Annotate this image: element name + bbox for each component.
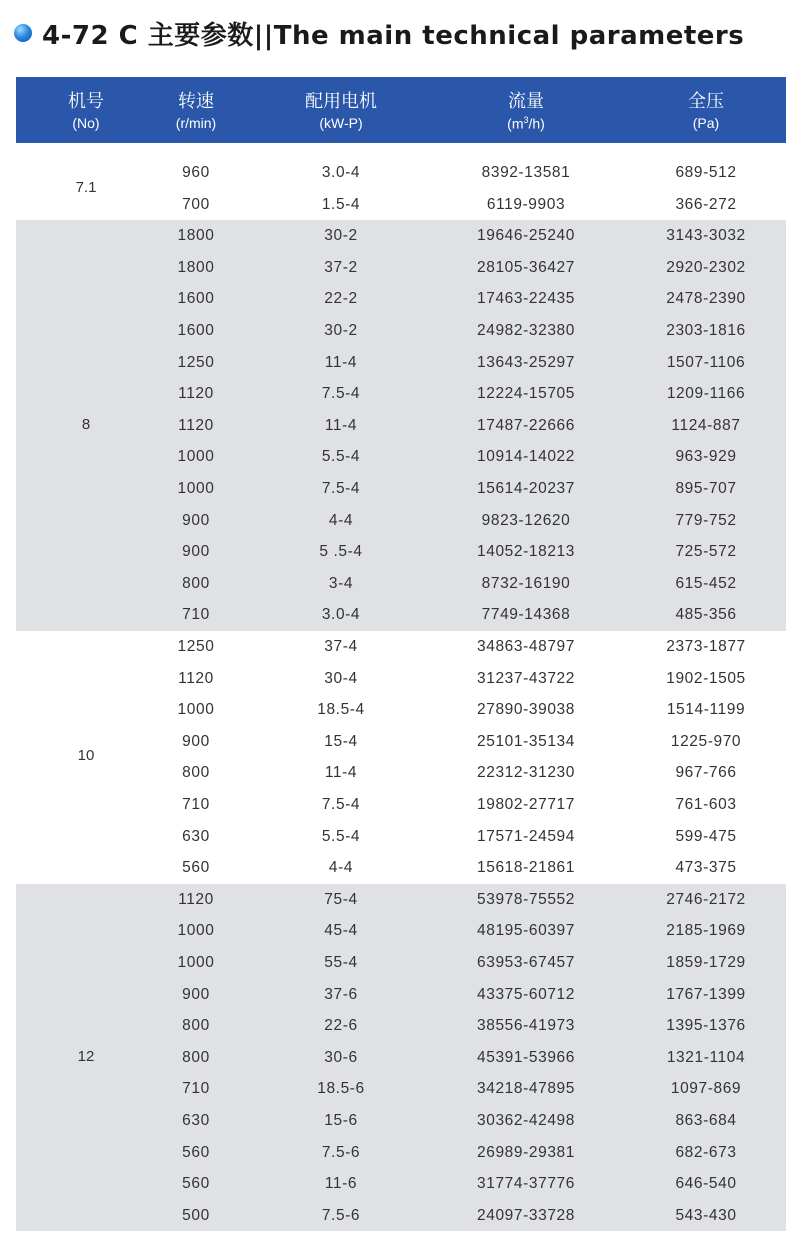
cell-speed: 1120 (178, 416, 214, 434)
cell-motor: 7.5-4 (321, 479, 361, 497)
cell-pressure: 761-603 (675, 796, 737, 813)
cell-motor: 4-4 (328, 859, 354, 877)
table-row (16, 726, 786, 758)
table-row (16, 1105, 786, 1137)
cell-flow: 31774-37776 (477, 1175, 575, 1193)
header-pressure-en: (Pa) (692, 115, 720, 131)
cell-flow: 15614-20237 (477, 479, 575, 497)
cell-pressure: 963-929 (675, 448, 737, 466)
cell-flow: 19646-25240 (477, 227, 575, 245)
cell-speed: 500 (182, 1206, 210, 1224)
cell-motor: 3.0-4 (321, 606, 361, 624)
cell-speed: 710 (182, 796, 210, 813)
header-motor-en: (kW-P) (319, 115, 363, 131)
cell-pressure: 473-375 (675, 859, 737, 877)
cell-flow: 27890-39038 (477, 701, 575, 719)
cell-motor: 18.5-4 (317, 701, 365, 719)
header-flow-zh: 流量 (508, 91, 544, 112)
cell-flow: 25101-35134 (477, 732, 575, 750)
table-row (16, 789, 786, 821)
cell-pressure: 1321-1104 (666, 1048, 746, 1066)
cell-pressure: 863-684 (675, 1111, 737, 1129)
cell-speed: 1250 (177, 638, 215, 655)
cell-speed: 1000 (177, 448, 215, 466)
table-row (16, 410, 786, 442)
cell-pressure: 779-752 (675, 511, 737, 529)
cell-speed: 1800 (177, 227, 215, 245)
page-title: 4-72 C 主要参数||The main technical parameters (42, 21, 745, 51)
cell-flow: 31237-43722 (477, 669, 575, 687)
cell-speed: 1120 (178, 890, 214, 908)
cell-pressure: 967-766 (675, 764, 737, 782)
cell-flow: 8392-13581 (481, 164, 571, 181)
header-flow-en-post: /h) (528, 115, 545, 132)
cell-pressure: 615-452 (675, 574, 737, 592)
cell-pressure: 1209-1166 (666, 385, 746, 403)
cell-motor: 11-4 (324, 353, 358, 371)
cell-motor: 7.5-4 (321, 385, 361, 403)
cell-motor: 3-4 (328, 574, 354, 592)
header-no-en: (No) (72, 115, 100, 131)
table-row (16, 1042, 786, 1074)
cell-flow: 7749-14368 (481, 606, 571, 624)
table-row (16, 378, 786, 410)
cell-speed: 710 (182, 606, 210, 624)
cell-motor: 37-6 (324, 985, 358, 1003)
table-row (16, 757, 786, 789)
table-row (16, 631, 786, 663)
header-speed-en: (r/min) (175, 115, 217, 131)
header-no (16, 77, 156, 143)
cell-flow: 43375-60712 (477, 985, 575, 1003)
cell-speed: 1600 (177, 321, 215, 339)
cell-flow: 17487-22666 (477, 416, 575, 434)
bullet-icon (14, 24, 32, 42)
table-row (16, 599, 786, 631)
cell-motor: 3.0-4 (321, 164, 361, 181)
cell-motor: 18.5-6 (317, 1080, 365, 1098)
cell-pressure: 2373-1877 (666, 638, 746, 655)
cell-motor: 75-4 (324, 890, 358, 908)
cell-motor: 30-4 (324, 669, 358, 687)
cell-motor: 22-2 (324, 290, 358, 308)
table-row (16, 852, 786, 884)
cell-pressure: 1767-1399 (666, 985, 746, 1003)
cell-pressure: 2185-1969 (666, 922, 746, 940)
cell-flow: 26989-29381 (477, 1143, 575, 1161)
cell-speed: 1000 (177, 701, 215, 719)
cell-speed: 710 (182, 1080, 210, 1098)
cell-pressure: 1124-887 (671, 416, 741, 434)
cell-motor: 30-2 (324, 227, 358, 245)
table-row (16, 315, 786, 347)
cell-pressure: 485-356 (675, 606, 737, 624)
cell-speed: 800 (182, 1017, 210, 1035)
header-flow (426, 77, 626, 143)
cell-speed: 1120 (178, 669, 214, 687)
cell-flow: 15618-21861 (477, 859, 575, 877)
table-row (16, 1010, 786, 1042)
cell-motor: 15-6 (324, 1111, 358, 1129)
cell-speed: 1000 (177, 922, 215, 940)
table-row (16, 1200, 786, 1232)
cell-speed: 560 (182, 1143, 210, 1161)
cell-motor: 22-6 (324, 1017, 358, 1035)
cell-flow: 38556-41973 (477, 1017, 575, 1035)
cell-pressure: 1859-1729 (666, 953, 746, 971)
table-row (16, 821, 786, 853)
header-pressure (626, 77, 786, 143)
header-flow-en-sup: 3 (523, 115, 529, 125)
cell-motor: 4-4 (328, 511, 354, 529)
cell-motor: 5.5-4 (321, 827, 361, 845)
cell-motor: 11-4 (324, 764, 358, 782)
cell-pressure: 599-475 (675, 827, 737, 845)
cell-pressure: 895-707 (675, 479, 737, 497)
cell-pressure: 366-272 (675, 195, 737, 213)
header-motor-zh: 配用电机 (305, 91, 377, 112)
table-row (16, 536, 786, 568)
cell-flow: 45391-53966 (477, 1048, 575, 1066)
header-flow-en-pre: (m (507, 115, 524, 132)
cell-pressure: 646-540 (675, 1175, 737, 1193)
cell-speed: 800 (182, 1048, 210, 1066)
cell-flow: 30362-42498 (477, 1111, 575, 1129)
machine-group (16, 157, 786, 220)
cell-flow: 34218-47895 (477, 1080, 575, 1098)
cell-speed: 1120 (178, 385, 214, 403)
cell-motor: 5.5-4 (321, 448, 361, 466)
cell-pressure: 3143-3032 (666, 227, 746, 245)
cell-pressure: 1395-1376 (666, 1017, 746, 1035)
machine-group (16, 884, 786, 1232)
cell-speed: 900 (182, 511, 210, 529)
cell-flow: 14052-18213 (477, 543, 575, 561)
cell-speed: 900 (182, 543, 210, 561)
machine-number: 7.1 (75, 178, 97, 196)
table-row (16, 283, 786, 315)
cell-flow: 24097-33728 (477, 1206, 575, 1224)
cell-flow: 34863-48797 (477, 638, 575, 655)
cell-motor: 5 .5-4 (319, 543, 363, 561)
cell-pressure: 1225-970 (670, 732, 742, 750)
cell-motor: 15-4 (324, 732, 358, 750)
cell-pressure: 682-673 (675, 1143, 737, 1161)
machine-number: 10 (77, 747, 95, 765)
table-row (16, 884, 786, 916)
cell-pressure: 2478-2390 (666, 290, 746, 308)
cell-speed: 800 (182, 764, 210, 782)
cell-motor: 55-4 (324, 953, 358, 971)
header-no-zh: 机号 (68, 91, 104, 112)
cell-pressure: 2920-2302 (666, 258, 746, 276)
cell-speed: 630 (182, 1111, 210, 1129)
header-flow-en (426, 115, 626, 132)
cell-flow: 22312-31230 (477, 764, 575, 782)
cell-flow: 17571-24594 (477, 827, 575, 845)
cell-speed: 1800 (177, 258, 215, 276)
cell-speed: 960 (182, 164, 210, 181)
header-speed-zh: 转速 (178, 91, 214, 112)
cell-flow: 48195-60397 (477, 922, 575, 940)
table-row (16, 1168, 786, 1200)
table-row (16, 220, 786, 252)
table-row (16, 252, 786, 284)
cell-motor: 30-2 (324, 321, 358, 339)
header-motor (271, 77, 411, 143)
header-speed (146, 77, 246, 143)
cell-pressure: 1097-869 (670, 1080, 742, 1098)
table-row (16, 979, 786, 1011)
cell-flow: 24982-32380 (477, 321, 575, 339)
cell-speed: 560 (182, 1175, 210, 1193)
table-row (16, 947, 786, 979)
cell-flow: 13643-25297 (477, 353, 575, 371)
cell-speed: 560 (182, 859, 210, 877)
cell-flow: 6119-9903 (486, 195, 566, 213)
machine-group (16, 220, 786, 631)
cell-flow: 53978-75552 (477, 890, 575, 908)
cell-motor: 45-4 (324, 922, 358, 940)
title-bar (0, 0, 800, 70)
cell-flow: 10914-14022 (477, 448, 575, 466)
cell-pressure: 2746-2172 (666, 890, 746, 908)
table-row (16, 505, 786, 537)
cell-motor: 37-2 (324, 258, 358, 276)
cell-motor: 11-6 (324, 1175, 358, 1193)
header-pressure-zh: 全压 (688, 91, 724, 112)
machine-number: 12 (77, 1047, 95, 1065)
cell-motor: 30-6 (324, 1048, 358, 1066)
cell-flow: 9823-12620 (481, 511, 571, 529)
cell-speed: 1600 (177, 290, 215, 308)
cell-motor: 1.5-4 (321, 195, 361, 213)
cell-flow: 19802-27717 (477, 796, 575, 813)
table-row (16, 441, 786, 473)
cell-speed: 1250 (177, 353, 215, 371)
table-row (16, 473, 786, 505)
cell-speed: 700 (182, 195, 210, 213)
table-row (16, 694, 786, 726)
cell-speed: 1000 (177, 479, 215, 497)
cell-speed: 630 (182, 827, 210, 845)
cell-pressure: 1507-1106 (666, 353, 746, 371)
machine-group (16, 631, 786, 884)
cell-motor: 7.5-6 (321, 1143, 361, 1161)
cell-motor: 37-4 (324, 638, 358, 655)
table-row (16, 915, 786, 947)
table-row (16, 1137, 786, 1169)
cell-speed: 900 (182, 985, 210, 1003)
cell-pressure: 725-572 (675, 543, 737, 561)
table-row (16, 1073, 786, 1105)
cell-motor: 11-4 (324, 416, 358, 434)
cell-flow: 63953-67457 (477, 953, 575, 971)
machine-number: 8 (81, 415, 91, 433)
table-row (16, 347, 786, 379)
table-row (16, 189, 786, 221)
table-row (16, 157, 786, 189)
cell-flow: 12224-15705 (477, 385, 575, 403)
cell-flow: 17463-22435 (477, 290, 575, 308)
cell-flow: 28105-36427 (477, 258, 575, 276)
cell-pressure: 2303-1816 (666, 321, 746, 339)
cell-speed: 800 (182, 574, 210, 592)
table-row (16, 568, 786, 600)
table-row (16, 663, 786, 695)
cell-pressure: 1902-1505 (666, 669, 746, 687)
cell-speed: 1000 (177, 953, 215, 971)
cell-motor: 7.5-4 (321, 796, 361, 813)
cell-flow: 8732-16190 (481, 574, 571, 592)
cell-pressure: 1514-1199 (666, 701, 746, 719)
cell-pressure: 543-430 (675, 1206, 737, 1224)
table-header (16, 77, 786, 143)
cell-speed: 900 (182, 732, 210, 750)
cell-pressure: 689-512 (675, 164, 737, 181)
cell-motor: 7.5-6 (321, 1206, 361, 1224)
